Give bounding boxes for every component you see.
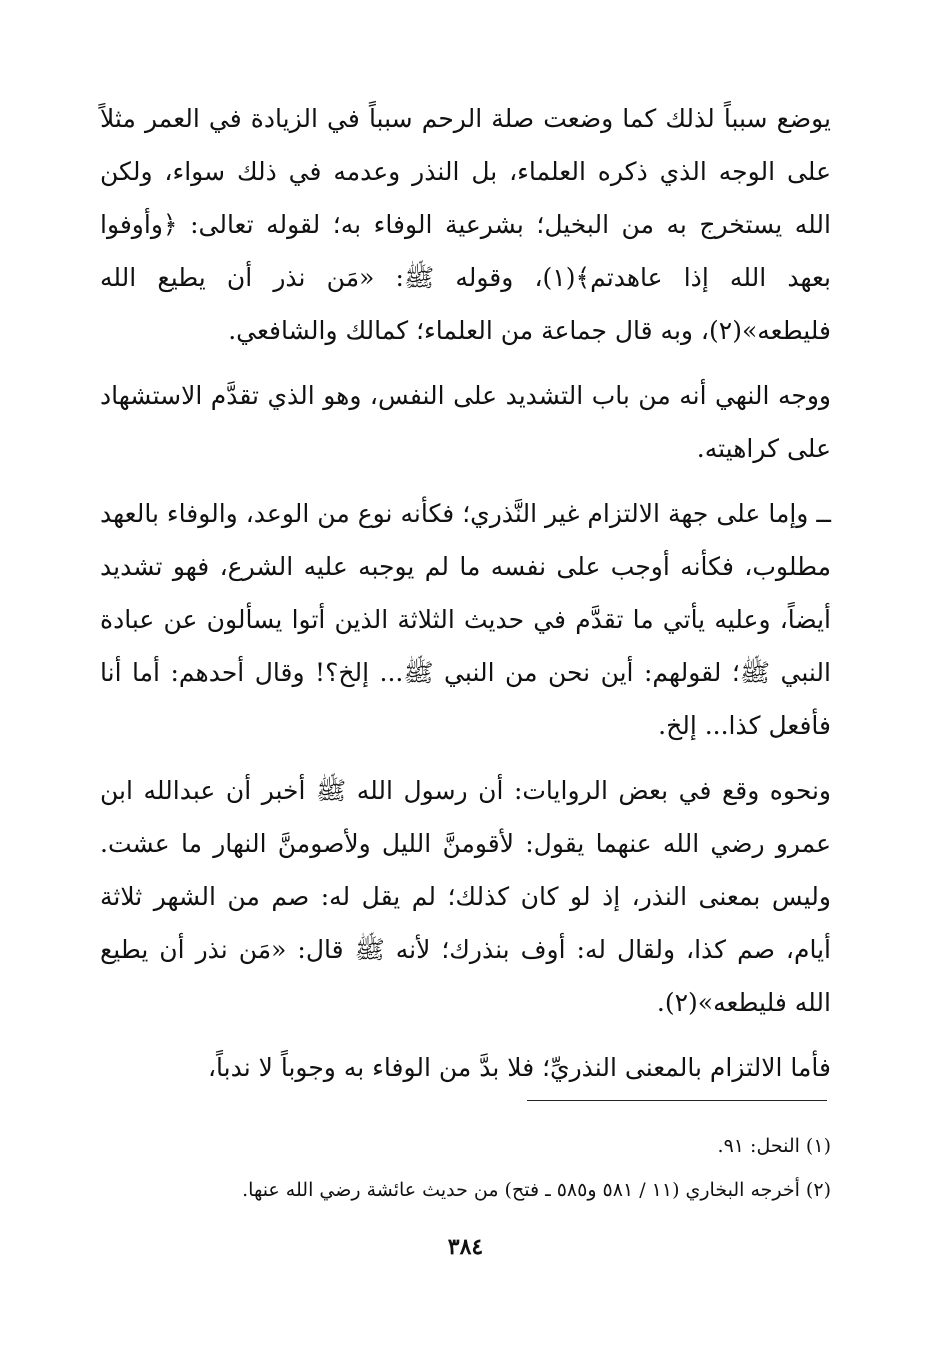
footnotes xyxy=(100,1124,831,1212)
paragraph-4: ونحوه وقع في بعض الروايات: أن رسول الله ﷺ أخبر أن عبدالله ابن عمرو رضي الله عنهما يقول: لأقومنَّ الليل ولأصومنَّ النهار ما عشت. وليس بمعنى النذر، إذ لو كان كذلك؛ لم يقل له: صم من الشهر ثلاثة أيام، صم كذا، ولقال له: أوف بنذرك؛ لأنه ﷺ قال: «مَن نذر أن يطيع الله فليطعه»(٢). xyxy=(100,776,831,1017)
paragraph-2: ووجه النهي أنه من باب التشديد على النفس، وهو الذي تقدَّم الاستشهاد على كراهيته. xyxy=(100,381,831,463)
page-number: ٣٨٤ xyxy=(447,1234,484,1260)
paragraph-1: يوضع سبباً لذلك كما وضعت صلة الرحم سبباً في الزيادة في العمر مثلاً على الوجه الذي ذكره العلماء، بل النذر وعدمه في ذلك سواء، ولكن الله يستخرج به من البخيل؛ بشرعية الوفاء به؛ لقوله تعالى: ﴿وأوفوا بعهد الله إذا عاهدتم﴾(١)، وقوله ﷺ: «مَن نذر أن يطيع الله فليطعه»(٢)، وبه قال جماعة من العلماء؛ كمالك والشافعي. xyxy=(100,104,831,345)
main-text xyxy=(100,92,831,1094)
footnote-divider xyxy=(527,1100,827,1101)
footnote-1: (١) النحل: ٩١. xyxy=(717,1135,831,1157)
paragraph-3: ــ وإما على جهة الالتزام غير النَّذري؛ فكأنه نوع من الوعد، والوفاء بالعهد مطلوب، فكأنه أوجب على نفسه ما لم يوجبه عليه الشرع، فهو تشديد أيضاً، وعليه يأتي ما تقدَّم في حديث الثلاثة الذين أتوا يسألون عن عبادة النبي ﷺ؛ لقولهم: أين نحن من النبي ﷺ... إلخ؟! وقال أحدهم: أما أنا فأفعل كذا... إلخ. xyxy=(100,499,831,740)
paragraph-5: فأما الالتزام بالمعنى النذريِّ؛ فلا بدَّ من الوفاء به وجوباً لا ندباً، xyxy=(207,1053,831,1082)
footnote-2: (٢) أخرجه البخاري (١١ / ٥٨١ و٥٨٥ ـ فتح) من حديث عائشة رضي الله عنها. xyxy=(242,1179,831,1201)
